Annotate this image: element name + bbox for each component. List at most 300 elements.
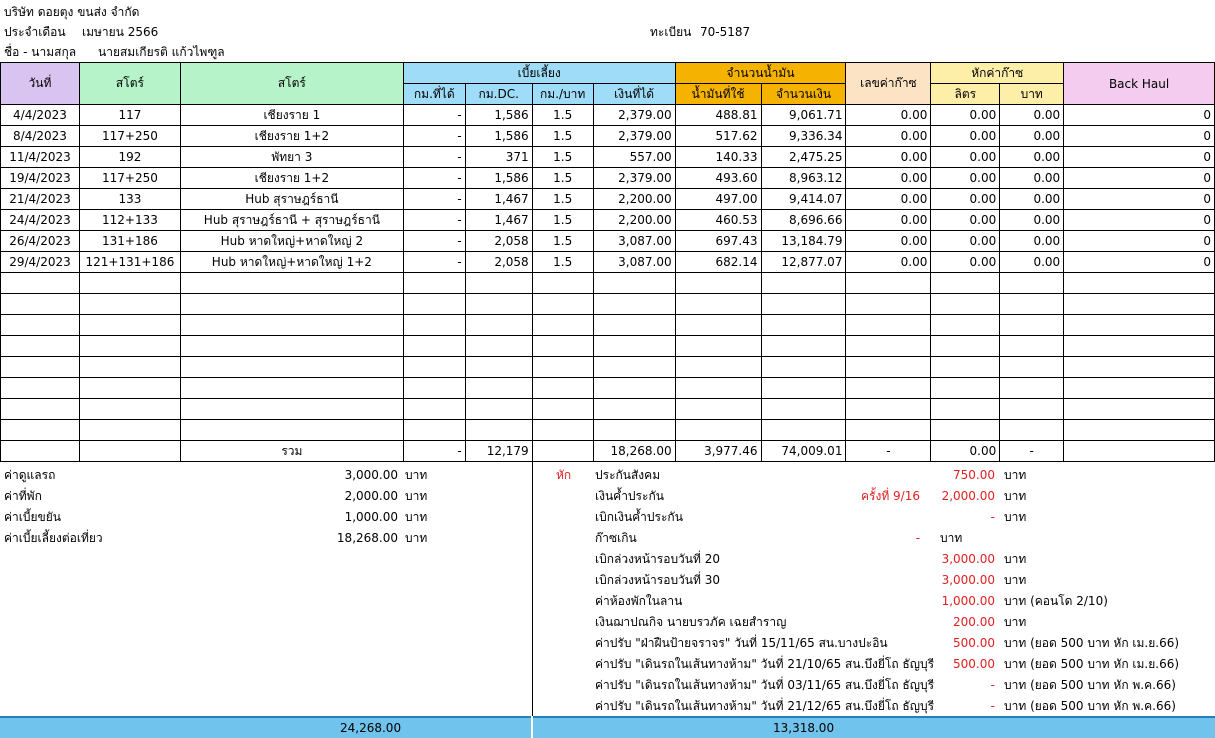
empty-cell[interactable] — [465, 336, 532, 357]
empty-cell[interactable] — [403, 294, 465, 315]
cell-code[interactable]: 192 — [79, 147, 180, 168]
table-row — [1, 126, 1215, 147]
empty-cell[interactable] — [1, 399, 80, 420]
col-km-dc[interactable]: กม.DC. — [465, 84, 532, 105]
empty-cell[interactable] — [675, 399, 761, 420]
deduction-value[interactable]: 1,000.00 — [941, 594, 995, 608]
empty-cell[interactable] — [1, 315, 80, 336]
total-fuel[interactable]: 3,977.46 — [675, 441, 761, 462]
empty-cell[interactable] — [180, 336, 403, 357]
deduction-label: เบิกล่วงหน้ารอบวันที่ 20 — [595, 552, 720, 566]
month-value: เมษายน 2566 — [82, 25, 159, 39]
income-unit: บาท — [405, 510, 428, 524]
deduction-value[interactable]: 2,000.00 — [941, 489, 995, 503]
deduction-unit: บาท — [1004, 510, 1027, 524]
cell-fuel[interactable]: 517.62 — [675, 126, 761, 147]
empty-cell[interactable] — [1000, 273, 1064, 294]
col-gas-number[interactable]: เลขค่าก๊าซ — [846, 63, 931, 105]
empty-cell[interactable] — [79, 399, 180, 420]
empty-cell[interactable] — [532, 420, 593, 441]
cell-fuel[interactable]: 697.43 — [675, 231, 761, 252]
empty-cell[interactable] — [846, 357, 931, 378]
cell-code[interactable]: 112+133 — [79, 210, 180, 231]
empty-cell[interactable] — [1000, 315, 1064, 336]
empty-cell[interactable] — [931, 336, 1000, 357]
empty-cell[interactable] — [931, 315, 1000, 336]
totals-label[interactable]: รวม — [180, 441, 403, 462]
cell-rate[interactable]: 1.5 — [532, 105, 593, 126]
cell-store[interactable]: เชียงราย 1+2 — [180, 168, 403, 189]
empty-cell[interactable] — [79, 315, 180, 336]
table-row — [1, 189, 1215, 210]
deduction-label: เงินค้ำประกัน — [595, 489, 664, 503]
col-store-name[interactable]: สโตร์ — [180, 63, 403, 105]
cell-gas[interactable]: 0.00 — [846, 105, 931, 126]
cell-rate[interactable]: 1.5 — [532, 189, 593, 210]
empty-cell[interactable] — [675, 378, 761, 399]
income-total-bar — [0, 716, 531, 738]
cell-baht[interactable]: 0.00 — [1000, 105, 1064, 126]
cell-code[interactable]: 121+131+186 — [79, 252, 180, 273]
cell-gas[interactable]: 0.00 — [846, 168, 931, 189]
empty-cell[interactable] — [465, 378, 532, 399]
empty-cell[interactable] — [1000, 336, 1064, 357]
empty-cell[interactable] — [1064, 294, 1215, 315]
deduction-unit: บาท (ยอด 500 บาท หัก พ.ค.66) — [1004, 678, 1176, 692]
empty-cell[interactable] — [593, 378, 675, 399]
empty-cell[interactable] — [931, 357, 1000, 378]
income-unit: บาท — [405, 531, 428, 545]
empty-cell[interactable] — [931, 399, 1000, 420]
empty-cell[interactable] — [846, 399, 931, 420]
registration-label: ทะเบียน — [650, 25, 692, 39]
empty-cell[interactable] — [180, 378, 403, 399]
cell-gas[interactable]: 0.00 — [846, 231, 931, 252]
deduction-label: ประกันสังคม — [595, 468, 661, 482]
total-amount[interactable]: 18,268.00 — [593, 441, 675, 462]
col-km-got[interactable]: กม.ที่ได้ — [403, 84, 465, 105]
empty-cell[interactable] — [675, 357, 761, 378]
empty-cell[interactable] — [180, 273, 403, 294]
empty-row — [1, 336, 1215, 357]
deduction-value[interactable]: - — [990, 510, 995, 524]
empty-row — [1, 315, 1215, 336]
cell-bh[interactable]: 0 — [1064, 168, 1215, 189]
empty-cell[interactable] — [79, 273, 180, 294]
deduction-unit: บาท — [1004, 468, 1027, 482]
cell-baht[interactable]: 0.00 — [1000, 231, 1064, 252]
cell-store[interactable]: พัทยา 3 — [180, 147, 403, 168]
empty-cell[interactable] — [846, 420, 931, 441]
cell-amount[interactable]: 3,087.00 — [593, 231, 675, 252]
cell-km-dc[interactable]: 1,586 — [465, 126, 532, 147]
deduction-label: ค่าปรับ "เดินรถในเส้นทางห้าม" วันที่ 03/11/65 สน.บึงยี่โถ ธัญบุรี — [595, 678, 935, 692]
empty-cell[interactable] — [532, 336, 593, 357]
empty-cell[interactable] — [465, 294, 532, 315]
cell-liters[interactable]: 0.00 — [931, 147, 1000, 168]
cell-liters[interactable]: 0.00 — [931, 231, 1000, 252]
deduct-total[interactable]: 13,318.00 — [773, 721, 835, 735]
deduction-label: ค่าปรับ "ฝ่าฝืนป้ายจราจร" วันที่ 15/11/65 สน.บางปะอิน — [595, 636, 888, 650]
cell-baht[interactable]: 0.00 — [1000, 168, 1064, 189]
empty-cell[interactable] — [532, 273, 593, 294]
cell-fuel[interactable]: 493.60 — [675, 168, 761, 189]
empty-cell[interactable] — [79, 357, 180, 378]
empty-cell[interactable] — [675, 315, 761, 336]
empty-cell[interactable] — [593, 357, 675, 378]
empty-cell[interactable] — [675, 273, 761, 294]
income-value[interactable]: 1,000.00 — [344, 510, 398, 524]
empty-row — [1, 399, 1215, 420]
cell-code[interactable]: 117+250 — [79, 168, 180, 189]
deduction-unit: บาท — [1004, 615, 1027, 629]
deduct-total-bar — [533, 716, 1215, 738]
cell-liters[interactable]: 0.00 — [931, 189, 1000, 210]
cell-money[interactable]: 9,414.07 — [761, 189, 846, 210]
cell-baht[interactable]: 0.00 — [1000, 126, 1064, 147]
cell-km-dc[interactable]: 1,586 — [465, 168, 532, 189]
cell-liters[interactable]: 0.00 — [931, 252, 1000, 273]
cell-money[interactable]: 9,061.71 — [761, 105, 846, 126]
cell-km-got[interactable]: - — [403, 210, 465, 231]
deduction-value[interactable]: 200.00 — [953, 615, 995, 629]
cell-code[interactable]: 133 — [79, 189, 180, 210]
cell-store[interactable]: Hub สุราษฎร์ธานี — [180, 189, 403, 210]
empty-cell[interactable] — [1064, 315, 1215, 336]
empty-cell[interactable] — [1000, 399, 1064, 420]
cell-km-got[interactable]: - — [403, 147, 465, 168]
deduct-label: หัก — [556, 468, 572, 482]
cell-amount[interactable]: 2,379.00 — [593, 126, 675, 147]
cell-amount[interactable]: 2,200.00 — [593, 189, 675, 210]
cell-store[interactable]: Hub หาดใหญ่+หาดใหญ่ 1+2 — [180, 252, 403, 273]
empty-cell[interactable] — [180, 420, 403, 441]
cell-money[interactable]: 12,877.07 — [761, 252, 846, 273]
income-unit: บาท — [405, 468, 428, 482]
deduction-unit: บาท — [1004, 573, 1027, 587]
empty-cell[interactable] — [180, 357, 403, 378]
cell-bh[interactable]: 0 — [1064, 252, 1215, 273]
cell-liters[interactable]: 0.00 — [931, 168, 1000, 189]
empty-cell[interactable] — [1, 420, 80, 441]
deduction-unit: บาท (ยอด 500 บาท หัก เม.ย.66) — [1004, 636, 1180, 650]
cell-rate[interactable]: 1.5 — [532, 252, 593, 273]
cell-gas[interactable]: 0.00 — [846, 126, 931, 147]
cell-date[interactable]: 8/4/2023 — [1, 126, 80, 147]
deduction-unit: บาท — [1004, 552, 1027, 566]
deduction-label: ค่าปรับ "เดินรถในเส้นทางห้าม" วันที่ 21/12/65 สน.บึงยี่โถ ธัญบุรี — [595, 699, 935, 713]
empty-cell[interactable] — [931, 420, 1000, 441]
table-row — [1, 210, 1215, 231]
empty-cell[interactable] — [1, 294, 80, 315]
cell-money[interactable]: 2,475.25 — [761, 147, 846, 168]
empty-cell[interactable] — [846, 294, 931, 315]
col-baht[interactable]: บาท — [1000, 84, 1064, 105]
col-fuel-used[interactable]: น้ำมันที่ใช้ — [675, 84, 761, 105]
income-label: ค่าเบี้ยเลี้ยงต่อเที่ยว — [4, 531, 103, 545]
empty-cell[interactable] — [1, 357, 80, 378]
empty-cell[interactable] — [761, 378, 846, 399]
cell-money[interactable]: 13,184.79 — [761, 231, 846, 252]
cell-money[interactable]: 9,336.34 — [761, 126, 846, 147]
cell-liters[interactable]: 0.00 — [931, 126, 1000, 147]
empty-cell[interactable] — [675, 420, 761, 441]
deduction-unit: บาท (ยอด 500 บาท หัก เม.ย.66) — [1004, 657, 1180, 671]
empty-cell[interactable] — [1, 336, 80, 357]
col-allowance[interactable]: เบี้ยเลี้ยง — [403, 63, 675, 84]
table-row — [1, 252, 1215, 273]
deduction-value[interactable]: - — [990, 678, 995, 692]
deduction-label: เบิกล่วงหน้ารอบวันที่ 30 — [595, 573, 720, 587]
cell-store[interactable]: เชียงราย 1+2 — [180, 126, 403, 147]
cell-date[interactable]: 4/4/2023 — [1, 105, 80, 126]
empty-cell[interactable] — [180, 399, 403, 420]
total-money[interactable]: 74,009.01 — [761, 441, 846, 462]
empty-cell[interactable] — [1064, 420, 1215, 441]
deduction-label: ก๊าซเกิน — [595, 531, 637, 545]
cell-store[interactable]: Hub หาดใหญ่+หาดใหญ่ 2 — [180, 231, 403, 252]
cell-date[interactable]: 21/4/2023 — [1, 189, 80, 210]
empty-cell[interactable] — [675, 336, 761, 357]
cell-bh[interactable]: 0 — [1064, 189, 1215, 210]
empty-cell[interactable] — [1000, 294, 1064, 315]
month-label: ประจำเดือน — [4, 25, 66, 39]
empty-cell[interactable] — [1064, 378, 1215, 399]
cell-store[interactable]: Hub สุราษฎร์ธานี + สุราษฎร์ธานี — [180, 210, 403, 231]
empty-cell[interactable] — [1064, 273, 1215, 294]
empty-cell[interactable] — [532, 399, 593, 420]
cell-code[interactable]: 131+186 — [79, 231, 180, 252]
empty-cell[interactable] — [465, 399, 532, 420]
empty-cell[interactable] — [532, 357, 593, 378]
empty-cell[interactable] — [761, 420, 846, 441]
empty-cell[interactable] — [846, 378, 931, 399]
cell-km-got[interactable]: - — [403, 105, 465, 126]
income-unit: บาท — [405, 489, 428, 503]
empty-cell[interactable] — [180, 294, 403, 315]
cell-baht[interactable]: 0.00 — [1000, 252, 1064, 273]
empty-cell[interactable] — [532, 378, 593, 399]
cell-store[interactable]: เชียงราย 1 — [180, 105, 403, 126]
empty-cell[interactable] — [1064, 357, 1215, 378]
income-value[interactable]: 3,000.00 — [344, 468, 398, 482]
cell-bh[interactable]: 0 — [1064, 231, 1215, 252]
empty-cell[interactable] — [761, 357, 846, 378]
cell-gas[interactable]: 0.00 — [846, 189, 931, 210]
empty-cell[interactable] — [403, 315, 465, 336]
empty-cell[interactable] — [593, 273, 675, 294]
cell-fuel[interactable]: 140.33 — [675, 147, 761, 168]
deduction-value[interactable]: 500.00 — [953, 636, 995, 650]
empty-cell[interactable] — [532, 315, 593, 336]
income-label: ค่าที่พัก — [4, 489, 42, 503]
empty-cell[interactable] — [931, 294, 1000, 315]
cell-liters[interactable]: 0.00 — [931, 210, 1000, 231]
empty-row — [1, 378, 1215, 399]
empty-cell[interactable] — [761, 273, 846, 294]
empty-cell[interactable] — [761, 399, 846, 420]
empty-cell[interactable] — [180, 315, 403, 336]
company-name: บริษัท ดอยตุง ขนส่ง จำกัด — [4, 5, 140, 19]
deduction-note: ครั้งที่ 9/16 — [860, 489, 920, 503]
cell-fuel[interactable]: 497.00 — [675, 189, 761, 210]
empty-cell[interactable] — [846, 336, 931, 357]
name-label: ชื่อ - นามสกุล — [4, 45, 77, 59]
empty-cell[interactable] — [465, 273, 532, 294]
empty-cell[interactable] — [79, 294, 180, 315]
empty-cell[interactable] — [761, 315, 846, 336]
cell-baht[interactable]: 0.00 — [1000, 210, 1064, 231]
cell-bh[interactable]: 0 — [1064, 105, 1215, 126]
empty-cell[interactable] — [403, 273, 465, 294]
cell-rate[interactable]: 1.5 — [532, 231, 593, 252]
empty-cell[interactable] — [79, 378, 180, 399]
cell-code[interactable]: 117+250 — [79, 126, 180, 147]
empty-cell[interactable] — [1064, 336, 1215, 357]
cell-km-dc[interactable]: 1,467 — [465, 210, 532, 231]
cell-bh[interactable]: 0 — [1064, 210, 1215, 231]
total-gas[interactable]: - — [846, 441, 931, 462]
cell-date[interactable]: 29/4/2023 — [1, 252, 80, 273]
cell-km-got[interactable]: - — [403, 168, 465, 189]
col-date[interactable]: วันที่ — [1, 63, 80, 105]
cell-km-dc[interactable]: 2,058 — [465, 252, 532, 273]
cell-amount[interactable]: 3,087.00 — [593, 252, 675, 273]
col-gas-deduct[interactable]: หักค่าก๊าซ — [931, 63, 1064, 84]
empty-cell[interactable] — [1, 378, 80, 399]
empty-cell[interactable] — [593, 420, 675, 441]
income-total[interactable]: 24,268.00 — [340, 721, 402, 735]
deduction-value[interactable]: 3,000.00 — [941, 573, 995, 587]
empty-row — [1, 273, 1215, 294]
empty-cell[interactable] — [1064, 399, 1215, 420]
empty-row — [1, 420, 1215, 441]
registration-value: 70-5187 — [700, 25, 751, 39]
empty-cell[interactable] — [403, 336, 465, 357]
col-fuel-money[interactable]: จำนวนเงิน — [761, 84, 846, 105]
empty-cell[interactable] — [465, 315, 532, 336]
empty-cell[interactable] — [846, 315, 931, 336]
empty-cell[interactable] — [761, 336, 846, 357]
empty-cell[interactable] — [1, 273, 80, 294]
empty-cell[interactable] — [532, 294, 593, 315]
cell-km-got[interactable]: - — [403, 189, 465, 210]
cell-rate[interactable]: 1.5 — [532, 168, 593, 189]
deduction-value[interactable]: 750.00 — [953, 468, 995, 482]
cell-amount[interactable]: 2,379.00 — [593, 105, 675, 126]
cell-km-got[interactable]: - — [403, 252, 465, 273]
total-baht[interactable]: - — [1000, 441, 1064, 462]
cell-fuel[interactable]: 682.14 — [675, 252, 761, 273]
summary-divider — [532, 444, 533, 716]
cell-amount[interactable]: 557.00 — [593, 147, 675, 168]
cell-bh[interactable]: 0 — [1064, 126, 1215, 147]
cell-rate[interactable]: 1.5 — [532, 147, 593, 168]
cell-km-dc[interactable]: 1,467 — [465, 189, 532, 210]
cell-money[interactable]: 8,963.12 — [761, 168, 846, 189]
empty-cell[interactable] — [593, 336, 675, 357]
empty-cell[interactable] — [403, 420, 465, 441]
cell-gas[interactable]: 0.00 — [846, 252, 931, 273]
empty-cell[interactable] — [1000, 420, 1064, 441]
empty-cell[interactable] — [79, 420, 180, 441]
cell-baht[interactable]: 0.00 — [1000, 189, 1064, 210]
col-store-code[interactable]: สโตร์ — [79, 63, 180, 105]
cell-rate[interactable]: 1.5 — [532, 210, 593, 231]
cell-date[interactable]: 19/4/2023 — [1, 168, 80, 189]
income-value[interactable]: 18,268.00 — [336, 531, 398, 545]
col-km-per-baht[interactable]: กม./บาท — [532, 84, 593, 105]
cell-baht[interactable]: 0.00 — [1000, 147, 1064, 168]
total-km-dc[interactable]: 12,179 — [465, 441, 532, 462]
cell-liters[interactable]: 0.00 — [931, 105, 1000, 126]
empty-cell[interactable] — [593, 399, 675, 420]
cell-rate[interactable]: 1.5 — [532, 126, 593, 147]
total-liters[interactable]: 0.00 — [931, 441, 1000, 462]
empty-cell[interactable] — [675, 294, 761, 315]
cell-km-dc[interactable]: 2,058 — [465, 231, 532, 252]
deduction-value[interactable]: 3,000.00 — [941, 552, 995, 566]
empty-cell[interactable] — [1000, 378, 1064, 399]
table-row — [1, 168, 1215, 189]
deduction-value[interactable]: 500.00 — [953, 657, 995, 671]
empty-cell[interactable] — [931, 378, 1000, 399]
empty-cell[interactable] — [761, 294, 846, 315]
cell-money[interactable]: 8,696.66 — [761, 210, 846, 231]
empty-cell[interactable] — [403, 399, 465, 420]
cell-code[interactable]: 117 — [79, 105, 180, 126]
cell-date[interactable]: 11/4/2023 — [1, 147, 80, 168]
cell-amount[interactable]: 2,379.00 — [593, 168, 675, 189]
cell-amount[interactable]: 2,200.00 — [593, 210, 675, 231]
total-km-got[interactable]: - — [403, 441, 465, 462]
deduction-unit: บาท — [1004, 489, 1027, 503]
col-amount-got[interactable]: เงินที่ได้ — [593, 84, 675, 105]
cell-fuel[interactable]: 488.81 — [675, 105, 761, 126]
cell-km-got[interactable]: - — [403, 231, 465, 252]
trip-rows — [1, 105, 1215, 441]
cell-km-dc[interactable]: 1,586 — [465, 105, 532, 126]
empty-cell[interactable] — [593, 294, 675, 315]
empty-cell[interactable] — [465, 357, 532, 378]
empty-row — [1, 357, 1215, 378]
cell-km-got[interactable]: - — [403, 126, 465, 147]
col-liters[interactable]: ลิตร — [931, 84, 1000, 105]
name-value: นายสมเกียรติ แก้วไพฑูล — [98, 45, 225, 59]
deduction-label: เบิกเงินค้ำประกัน — [595, 510, 683, 524]
cell-date[interactable]: 24/4/2023 — [1, 210, 80, 231]
cell-fuel[interactable]: 460.53 — [675, 210, 761, 231]
cell-gas[interactable]: 0.00 — [846, 210, 931, 231]
cell-km-dc[interactable]: 371 — [465, 147, 532, 168]
empty-cell[interactable] — [846, 273, 931, 294]
cell-gas[interactable]: 0.00 — [846, 147, 931, 168]
deduction-value[interactable]: - — [990, 699, 995, 713]
income-value[interactable]: 2,000.00 — [344, 489, 398, 503]
empty-cell[interactable] — [403, 357, 465, 378]
empty-cell[interactable] — [465, 420, 532, 441]
empty-cell[interactable] — [1000, 357, 1064, 378]
empty-cell[interactable] — [403, 378, 465, 399]
empty-cell[interactable] — [593, 315, 675, 336]
empty-cell[interactable] — [79, 336, 180, 357]
empty-cell[interactable] — [931, 273, 1000, 294]
totals-row — [1, 441, 1215, 462]
cell-date[interactable]: 26/4/2023 — [1, 231, 80, 252]
col-back-haul[interactable]: Back Haul — [1064, 63, 1215, 105]
col-fuel-amount[interactable]: จำนวนน้ำมัน — [675, 63, 846, 84]
cell-bh[interactable]: 0 — [1064, 147, 1215, 168]
